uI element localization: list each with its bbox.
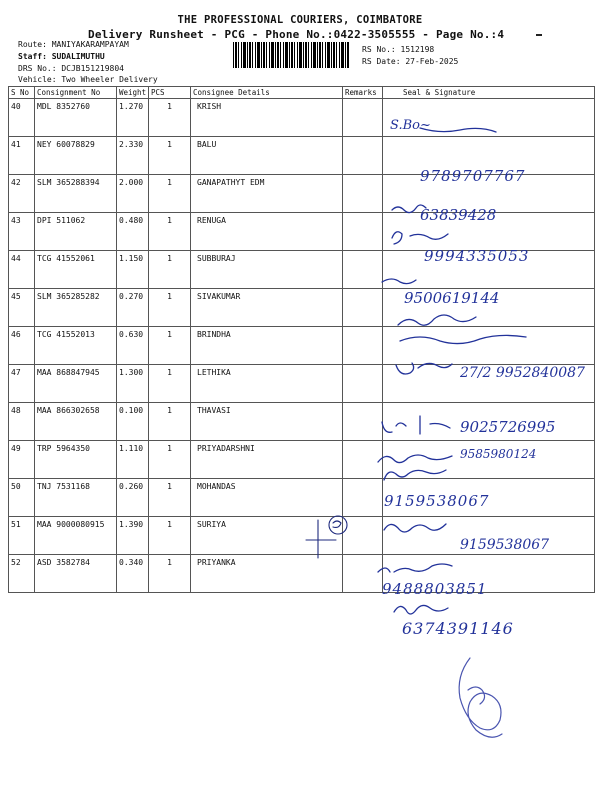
cell-pcs: 1 xyxy=(149,213,191,251)
col-header-consignment-no: Consignment No xyxy=(35,87,117,99)
cell-weight: 0.260 xyxy=(117,479,149,517)
cell-consignee: RENUGA xyxy=(191,213,343,251)
signature-stroke xyxy=(396,363,452,374)
rs-date: RS Date: 27-Feb-2025 xyxy=(362,57,459,66)
signature-stroke xyxy=(384,524,446,532)
route-label: Route: MANIYAKARAMPAYAM xyxy=(18,40,129,49)
cell-weight: 2.330 xyxy=(117,137,149,175)
cell-consignee: MOHANDAS xyxy=(191,479,343,517)
signature-handwriting: 9159538067 xyxy=(460,537,550,553)
signature-stroke xyxy=(382,416,450,434)
cell-s-no: 46 xyxy=(9,327,35,365)
cell-consignee: SIVAKUMAR xyxy=(191,289,343,327)
cell-s-no: 42 xyxy=(9,175,35,213)
cell-s-no: 47 xyxy=(9,365,35,403)
cell-consignee: BRINDHA xyxy=(191,327,343,365)
cell-consignment: TCG 41552013 xyxy=(35,327,117,365)
company-name: THE PROFESSIONAL COURIERS, COIMBATORE xyxy=(177,14,423,26)
cell-weight: 0.630 xyxy=(117,327,149,365)
cell-pcs: 1 xyxy=(149,327,191,365)
signature-handwriting: 9994335053 xyxy=(424,247,530,265)
cell-s-no: 48 xyxy=(9,403,35,441)
cell-s-no: 43 xyxy=(9,213,35,251)
cell-consignee: GANAPATHYT EDM xyxy=(191,175,343,213)
signature-stroke xyxy=(382,279,416,284)
cell-pcs: 1 xyxy=(149,289,191,327)
cell-weight: 0.340 xyxy=(117,555,149,593)
cell-consignee: SUBBURAJ xyxy=(191,251,343,289)
ink-scribble xyxy=(459,658,502,737)
remark-stroke xyxy=(306,520,336,558)
cell-pcs: 1 xyxy=(149,251,191,289)
cell-s-no: 40 xyxy=(9,99,35,137)
rs-number: RS No.: 1512198 xyxy=(362,45,435,54)
cell-consignment: TNJ 7531168 xyxy=(35,479,117,517)
cell-consignment: MDL 8352760 xyxy=(35,99,117,137)
cell-pcs: 1 xyxy=(149,479,191,517)
col-header-consignee: Consignee Details xyxy=(191,87,343,99)
cell-s-no: 52 xyxy=(9,555,35,593)
col-header-pcs: PCS xyxy=(149,87,191,99)
cell-consignment: MAA 868847945 xyxy=(35,365,117,403)
col-header-s-no: S No xyxy=(9,87,35,99)
cell-consignee: BALU xyxy=(191,137,343,175)
signature-handwriting: S.Bo~ xyxy=(390,118,431,133)
cell-pcs: 1 xyxy=(149,175,191,213)
remark-stroke xyxy=(333,521,341,528)
signature-handwriting: 9789707767 xyxy=(420,167,526,185)
cell-s-no: 51 xyxy=(9,517,35,555)
signature-stroke xyxy=(398,315,476,325)
signature-stroke xyxy=(392,205,426,213)
signature-handwriting: 9488803851 xyxy=(382,580,488,598)
cell-weight: 1.110 xyxy=(117,441,149,479)
signature-stroke xyxy=(378,455,452,463)
cell-pcs: 1 xyxy=(149,99,191,137)
cell-weight: 0.100 xyxy=(117,403,149,441)
cell-s-no: 44 xyxy=(9,251,35,289)
cell-consignment: TRP 5964350 xyxy=(35,441,117,479)
staff-label: Staff: SUDALIMUTHU xyxy=(18,52,105,61)
cell-weight: 2.000 xyxy=(117,175,149,213)
signature-stroke xyxy=(400,335,526,343)
cell-weight: 1.150 xyxy=(117,251,149,289)
cell-pcs: 1 xyxy=(149,365,191,403)
cell-weight: 0.270 xyxy=(117,289,149,327)
cell-pcs: 1 xyxy=(149,517,191,555)
cell-consignment: TCG 41552061 xyxy=(35,251,117,289)
runsheet-title: Delivery Runsheet - PCG - Phone No.:0422-3505555 - Page No.:4 xyxy=(88,28,505,41)
cell-weight: 1.300 xyxy=(117,365,149,403)
signature-stroke xyxy=(394,605,448,614)
cell-consignment: MAA 866302658 xyxy=(35,403,117,441)
cell-consignment: ASD 3582784 xyxy=(35,555,117,593)
signature-handwriting: 9500619144 xyxy=(404,289,500,307)
signature-handwriting: 27/2 9952840087 xyxy=(460,365,585,381)
signature-handwriting: 9585980124 xyxy=(460,447,537,461)
signature-stroke xyxy=(384,470,446,480)
cell-s-no: 41 xyxy=(9,137,35,175)
cell-weight: 1.270 xyxy=(117,99,149,137)
cell-s-no: 50 xyxy=(9,479,35,517)
remark-circle xyxy=(329,516,347,534)
cell-weight: 1.390 xyxy=(117,517,149,555)
col-header-signature: Seal & Signature xyxy=(383,87,595,99)
cell-pcs: 1 xyxy=(149,137,191,175)
signature-stroke xyxy=(392,232,448,244)
signature-handwriting: 9025726995 xyxy=(460,418,556,436)
cell-consignment: DPI 511062 xyxy=(35,213,117,251)
cell-consignment: NEY 60078829 xyxy=(35,137,117,175)
cell-consignee: THAVASI xyxy=(191,403,343,441)
drs-number: DRS No.: DCJB151219804 xyxy=(18,64,124,73)
cell-consignee: KRISH xyxy=(191,99,343,137)
cell-s-no: 49 xyxy=(9,441,35,479)
cell-pcs: 1 xyxy=(149,555,191,593)
cell-s-no: 45 xyxy=(9,289,35,327)
cell-pcs: 1 xyxy=(149,441,191,479)
cell-consignee: PRIYANKA xyxy=(191,555,343,593)
signature-handwriting: 6374391146 xyxy=(402,619,514,638)
signature-handwriting: 63839428 xyxy=(420,206,497,224)
cell-consignment: MAA 9000080915 xyxy=(35,517,117,555)
cell-consignee: PRIYADARSHNI xyxy=(191,441,343,479)
cell-consignment: SLM 365285282 xyxy=(35,289,117,327)
cell-weight: 0.480 xyxy=(117,213,149,251)
cell-consignee: LETHIKA xyxy=(191,365,343,403)
col-header-remarks: Remarks xyxy=(343,87,383,99)
cell-pcs: 1 xyxy=(149,403,191,441)
col-header-weight: Weight xyxy=(117,87,149,99)
signature-handwriting: 9159538067 xyxy=(384,492,490,510)
signature-stroke xyxy=(420,128,496,132)
vehicle-label: Vehicle: Two Wheeler Delivery xyxy=(18,75,158,84)
signature-stroke xyxy=(378,564,452,572)
cell-consignee: SURIYA xyxy=(191,517,343,555)
cell-consignment: SLM 365288394 xyxy=(35,175,117,213)
